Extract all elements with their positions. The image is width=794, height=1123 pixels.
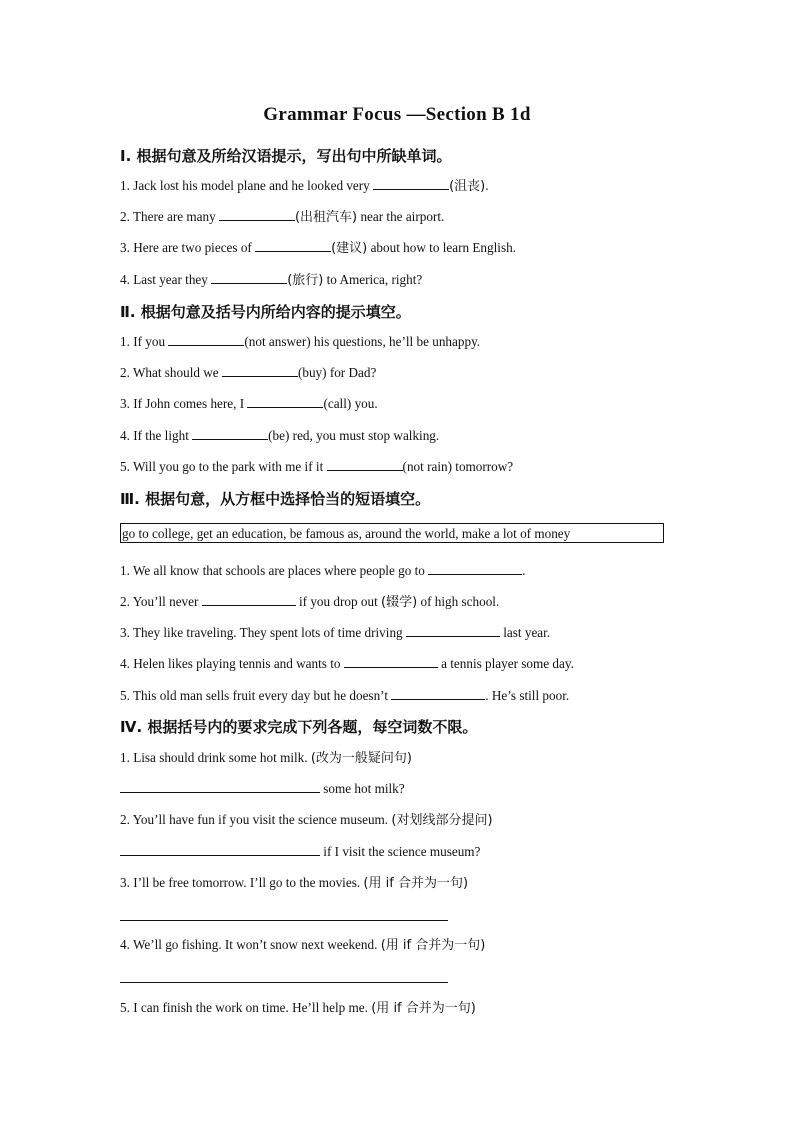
question-2-1: 1. If you (not answer) his questions, he’ll be unhappy.: [120, 334, 481, 349]
answer-blank[interactable]: [192, 427, 268, 440]
question-2-5: 5. Will you go to the park with me if it (not rain) tomorrow?: [120, 459, 514, 474]
question-3-5: 5. This old man sells fruit every day but he doesn’t . He’s still poor.: [120, 688, 570, 703]
question-4-3: 3. I’ll be free tomorrow. I’ll go to the movies. (用 if 合并为一句): [120, 875, 469, 891]
answer-blank[interactable]: [219, 208, 295, 221]
answer-blank[interactable]: [255, 239, 331, 252]
answer-line-4-3[interactable]: [120, 920, 448, 921]
question-4-5: 5. I can finish the work on time. He’ll help me. (用 if 合并为一句): [120, 1000, 476, 1016]
question-2-2: 2. What should we (buy) for Dad?: [120, 365, 377, 380]
question-3-3: 3. They like traveling. They spent lots of time driving last year.: [120, 625, 551, 640]
answer-blank[interactable]: [428, 562, 522, 575]
question-3-2: 2. You’ll never if you drop out (辍学) of high school.: [120, 594, 500, 610]
question-1-2: 2. There are many (出租汽车) near the airport.: [120, 209, 445, 225]
answer-blank[interactable]: [247, 395, 323, 408]
section-3-heading: Ⅲ. 根据句意，从方框中选择恰当的短语填空。: [120, 490, 431, 508]
question-1-1: 1. Jack lost his model plane and he looked very (沮丧).: [120, 178, 489, 194]
answer-4-2: if I visit the science museum?: [120, 843, 480, 861]
question-2-3: 3. If John comes here, I (call) you.: [120, 396, 378, 411]
question-4-1: 1. Lisa should drink some hot milk. (改为一般疑问句): [120, 750, 413, 766]
answer-blank[interactable]: [391, 687, 485, 700]
section-1-heading: Ⅰ. 根据句意及所给汉语提示，写出句中所缺单词。: [120, 147, 452, 165]
answer-blank[interactable]: [120, 780, 320, 793]
question-4-4: 4. We’ll go fishing. It won’t snow next weekend. (用 if 合并为一句): [120, 937, 486, 953]
question-1-3: 3. Here are two pieces of (建议) about how to learn English.: [120, 240, 516, 256]
answer-blank[interactable]: [344, 655, 438, 668]
question-4-2: 2. You’ll have fun if you visit the science museum. (对划线部分提问): [120, 812, 493, 828]
section-4-heading: Ⅳ. 根据括号内的要求完成下列各题，每空词数不限。: [120, 718, 478, 736]
question-1-4: 4. Last year they (旅行) to America, right?: [120, 272, 423, 288]
answer-blank[interactable]: [406, 624, 500, 637]
section-2-heading: Ⅱ. 根据句意及括号内所给内容的提示填空。: [120, 303, 411, 321]
question-3-4: 4. Helen likes playing tennis and wants to a tennis player some day.: [120, 656, 574, 671]
answer-blank[interactable]: [202, 593, 296, 606]
answer-blank[interactable]: [327, 458, 403, 471]
answer-line-4-4[interactable]: [120, 982, 448, 983]
question-2-4: 4. If the light (be) red, you must stop walking.: [120, 428, 440, 443]
answer-blank[interactable]: [373, 177, 449, 190]
page-title: Grammar Focus —Section B 1d: [263, 104, 531, 125]
answer-blank[interactable]: [222, 364, 298, 377]
answer-blank[interactable]: [168, 333, 244, 346]
phrase-box: go to college, get an education, be famous as, around the world, make a lot of money: [120, 523, 664, 543]
answer-blank[interactable]: [120, 843, 320, 856]
question-3-1: 1. We all know that schools are places where people go to .: [120, 563, 526, 578]
answer-4-1: some hot milk?: [120, 780, 405, 798]
answer-blank[interactable]: [211, 271, 287, 284]
